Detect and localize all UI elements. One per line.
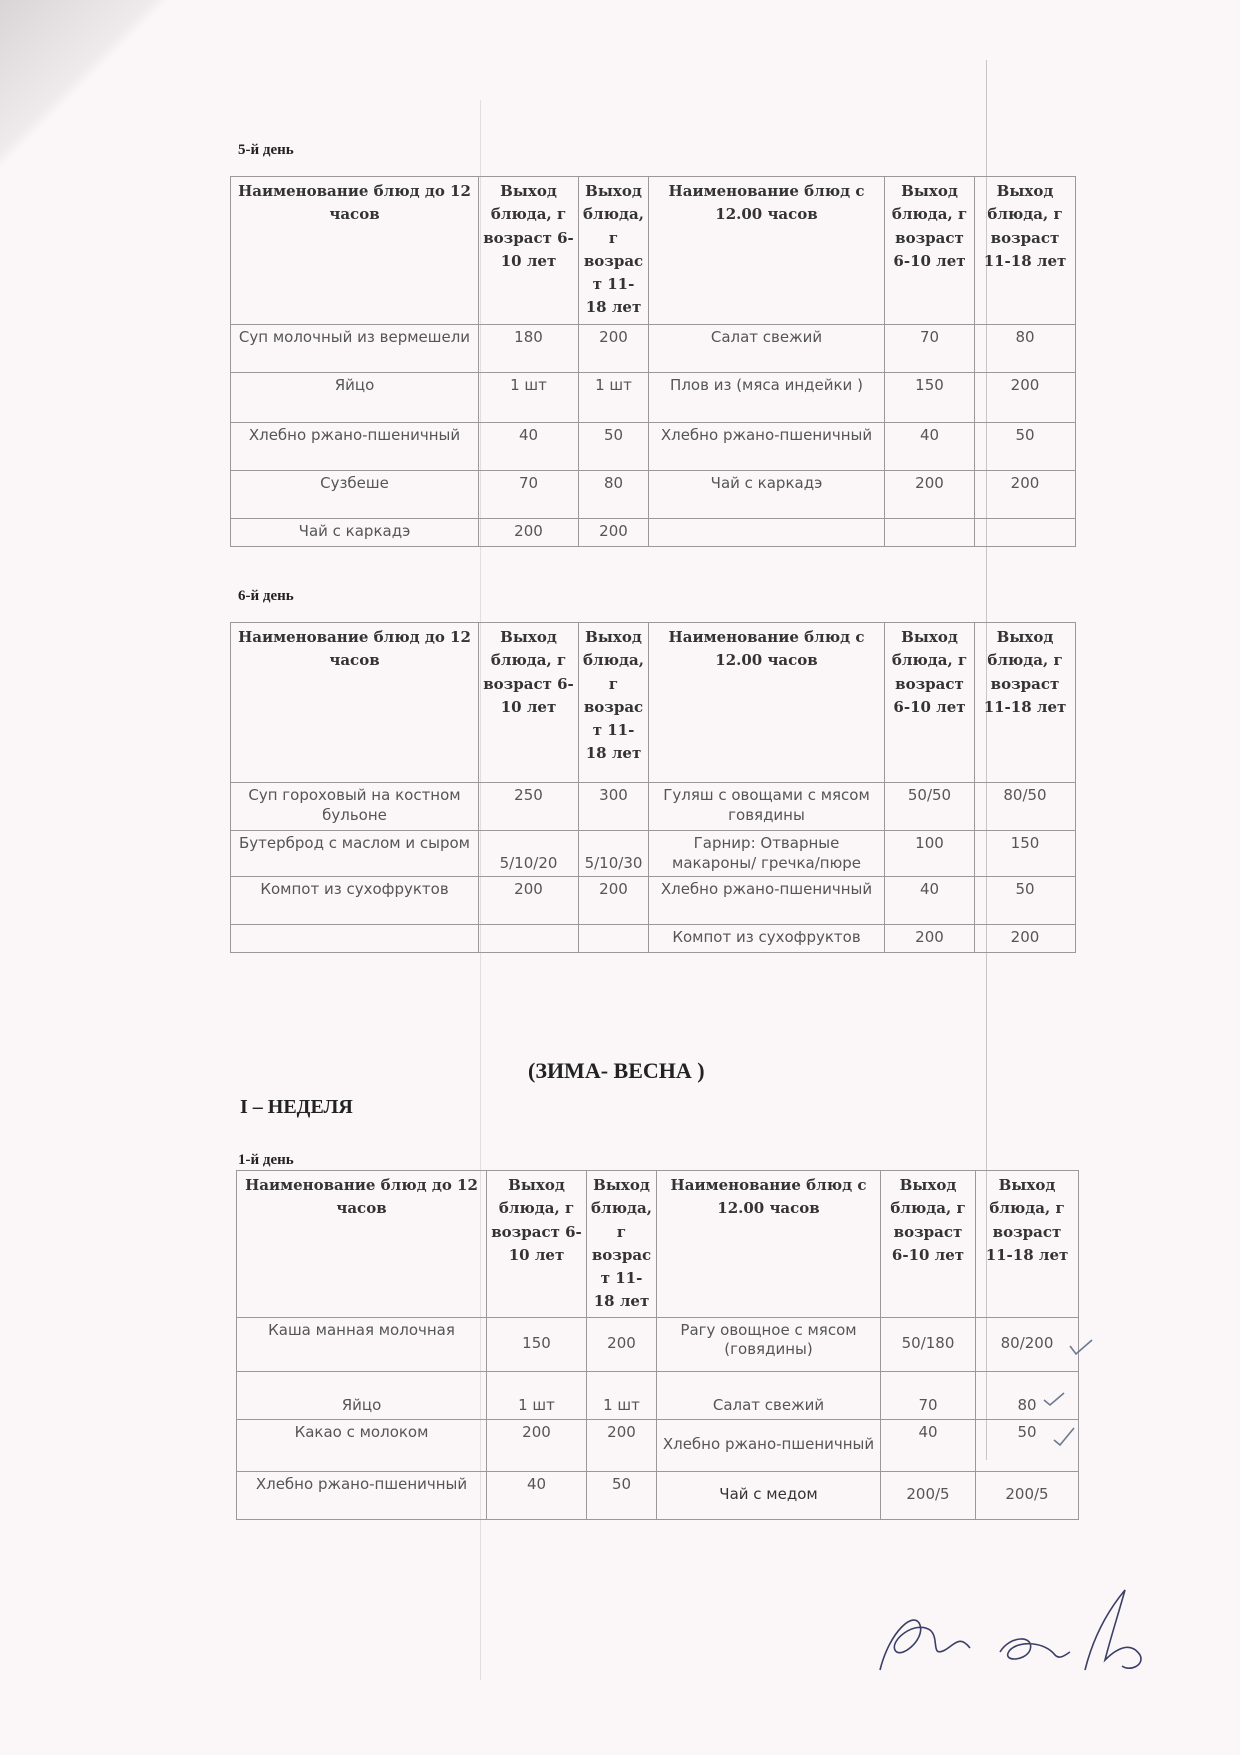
table-row xyxy=(237,1471,1079,1519)
dish-name: Сузбеше xyxy=(231,471,479,519)
portion-value: 180 xyxy=(479,325,579,373)
portion-value: 50/50 xyxy=(885,783,975,831)
col-header-output-6-10: Выход блюда, г возраст 6-10 лет xyxy=(881,1171,976,1318)
dish-name: Плов из (мяса индейки ) xyxy=(649,373,885,423)
portion-value: 50 xyxy=(579,423,649,471)
col-header-name-before: Наименование блюд до 12 часов xyxy=(237,1171,487,1318)
col-header-output-6-10: Выход блюда, г возраст 6-10 лет xyxy=(487,1171,587,1318)
day6-title: 6-й день xyxy=(238,588,294,604)
dish-name: Бутерброд с маслом и сыром xyxy=(231,831,479,877)
portion-value: 200 xyxy=(579,325,649,373)
portion-value: 200 xyxy=(487,1419,587,1471)
table-row xyxy=(231,831,1076,877)
dish-name: Хлебно ржано-пшеничный xyxy=(237,1471,487,1519)
dish-name: Какао с молоком xyxy=(237,1419,487,1471)
day1-title: 1-й день xyxy=(238,1152,294,1168)
table-row xyxy=(231,373,1076,423)
portion-value: 80/50 xyxy=(975,783,1076,831)
day5-title: 5-й день xyxy=(238,142,294,158)
dish-name: Чай с медом xyxy=(657,1471,881,1519)
portion-value: 70 xyxy=(885,325,975,373)
dish-name xyxy=(649,519,885,547)
dish-name: Суп гороховый на костном бульоне xyxy=(231,783,479,831)
portion-value: 200 xyxy=(885,471,975,519)
col-header-output-6-10: Выход блюда, г возраст 6-10 лет xyxy=(479,177,579,325)
table-row xyxy=(237,1317,1079,1371)
col-header-output-11-18: Выход блюда, г возраст 11-18 лет xyxy=(975,623,1076,783)
portion-value: 200/5 xyxy=(881,1471,976,1519)
col-header-output-11-18: Выход блюда, г возраст 11-18 лет xyxy=(976,1171,1079,1318)
portion-value: 1 шт xyxy=(487,1371,587,1419)
dish-name: Яйцо xyxy=(237,1371,487,1419)
portion-value xyxy=(885,519,975,547)
portion-value: 200 xyxy=(479,519,579,547)
day5-menu-table xyxy=(230,176,1076,547)
page-fold-shadow xyxy=(0,0,170,170)
season-title: (ЗИМА- ВЕСНА ) xyxy=(528,1058,705,1083)
table-row xyxy=(231,519,1076,547)
portion-value: 200 xyxy=(479,877,579,925)
portion-value: 200 xyxy=(975,471,1076,519)
table-row xyxy=(231,877,1076,925)
portion-value xyxy=(579,925,649,953)
portion-value: 1 шт xyxy=(579,373,649,423)
portion-value: 1 шт xyxy=(587,1371,657,1419)
portion-value: 80 xyxy=(975,325,1076,373)
portion-value: 50/180 xyxy=(881,1317,976,1371)
dish-name: Яйцо xyxy=(231,373,479,423)
col-header-name-after: Наименование блюд с 12.00 часов xyxy=(657,1171,881,1318)
col-header-output-6-10: Выход блюда, г возраст 6-10 лет xyxy=(885,177,975,325)
table-row xyxy=(231,471,1076,519)
portion-value: 150 xyxy=(885,373,975,423)
table-row xyxy=(231,325,1076,373)
portion-value: 150 xyxy=(487,1317,587,1371)
table-row xyxy=(237,1371,1079,1419)
portion-value: 80 xyxy=(976,1371,1079,1419)
portion-value: 100 xyxy=(885,831,975,877)
check-mark-icon xyxy=(1052,1426,1076,1448)
dish-name: Чай с каркадэ xyxy=(231,519,479,547)
dish-name: Рагу овощное с мясом (говядины) xyxy=(657,1317,881,1371)
check-mark-icon xyxy=(1068,1338,1094,1358)
col-header-output-11-18: Выход блюда, г возрас т 11-18 лет xyxy=(579,623,649,783)
col-header-output-11-18: Выход блюда, г возрас т 11-18 лет xyxy=(587,1171,657,1318)
signature-drawing xyxy=(860,1580,1160,1690)
dish-name: Компот из сухофруктов xyxy=(231,877,479,925)
dish-name: Суп молочный из вермешели xyxy=(231,325,479,373)
table-row xyxy=(231,925,1076,953)
table-header-row xyxy=(237,1171,1079,1318)
portion-value: 80 xyxy=(579,471,649,519)
dish-name: Компот из сухофруктов xyxy=(649,925,885,953)
portion-value: 80/200 xyxy=(976,1317,1079,1371)
portion-value: 40 xyxy=(885,423,975,471)
portion-value: 5/10/30 xyxy=(579,831,649,877)
portion-value: 250 xyxy=(479,783,579,831)
portion-value: 50 xyxy=(975,423,1076,471)
portion-value: 50 xyxy=(976,1419,1079,1471)
dish-name: Чай с каркадэ xyxy=(649,471,885,519)
portion-value: 300 xyxy=(579,783,649,831)
dish-name: Хлебно ржано-пшеничный xyxy=(231,423,479,471)
portion-value xyxy=(975,519,1076,547)
portion-value: 1 шт xyxy=(479,373,579,423)
portion-value: 200 xyxy=(579,519,649,547)
week-title: I – НЕДЕЛЯ xyxy=(240,1096,353,1118)
dish-name xyxy=(231,925,479,953)
table-header-row xyxy=(231,623,1076,783)
dish-name: Хлебно ржано-пшеничный xyxy=(657,1419,881,1471)
dish-name: Салат свежий xyxy=(657,1371,881,1419)
dish-name: Каша манная молочная xyxy=(237,1317,487,1371)
dish-name: Хлебно ржано-пшеничный xyxy=(649,877,885,925)
portion-value: 200 xyxy=(587,1317,657,1371)
portion-value: 5/10/20 xyxy=(479,831,579,877)
portion-value: 200/5 xyxy=(976,1471,1079,1519)
col-header-name-after: Наименование блюд с 12.00 часов xyxy=(649,177,885,325)
portion-value: 200 xyxy=(885,925,975,953)
portion-value: 200 xyxy=(975,925,1076,953)
col-header-name-before: Наименование блюд до 12 часов xyxy=(231,623,479,783)
table-header-row xyxy=(231,177,1076,325)
portion-value: 40 xyxy=(487,1471,587,1519)
col-header-output-11-18: Выход блюда, г возрас т 11-18 лет xyxy=(579,177,649,325)
portion-value xyxy=(479,925,579,953)
portion-value: 40 xyxy=(881,1419,976,1471)
day1-menu-table xyxy=(236,1170,1079,1520)
col-header-output-11-18: Выход блюда, г возраст 11-18 лет xyxy=(975,177,1076,325)
table-row xyxy=(237,1419,1079,1471)
table-row xyxy=(231,783,1076,831)
portion-value: 200 xyxy=(587,1419,657,1471)
col-header-name-before: Наименование блюд до 12 часов xyxy=(231,177,479,325)
portion-value: 70 xyxy=(479,471,579,519)
portion-value: 50 xyxy=(587,1471,657,1519)
check-mark-icon xyxy=(1042,1390,1066,1408)
table-row xyxy=(231,423,1076,471)
portion-value: 40 xyxy=(479,423,579,471)
portion-value: 150 xyxy=(975,831,1076,877)
col-header-name-after: Наименование блюд с 12.00 часов xyxy=(649,623,885,783)
dish-name: Гарнир: Отварные макароны/ гречка/пюре xyxy=(649,831,885,877)
portion-value: 40 xyxy=(885,877,975,925)
portion-value: 70 xyxy=(881,1371,976,1419)
portion-value: 200 xyxy=(579,877,649,925)
dish-name: Хлебно ржано-пшеничный xyxy=(649,423,885,471)
col-header-output-6-10: Выход блюда, г возраст 6-10 лет xyxy=(885,623,975,783)
portion-value: 200 xyxy=(975,373,1076,423)
col-header-output-6-10: Выход блюда, г возраст 6-10 лет xyxy=(479,623,579,783)
dish-name: Гуляш с овощами с мясом говядины xyxy=(649,783,885,831)
day6-menu-table xyxy=(230,622,1076,953)
portion-value: 50 xyxy=(975,877,1076,925)
dish-name: Салат свежий xyxy=(649,325,885,373)
